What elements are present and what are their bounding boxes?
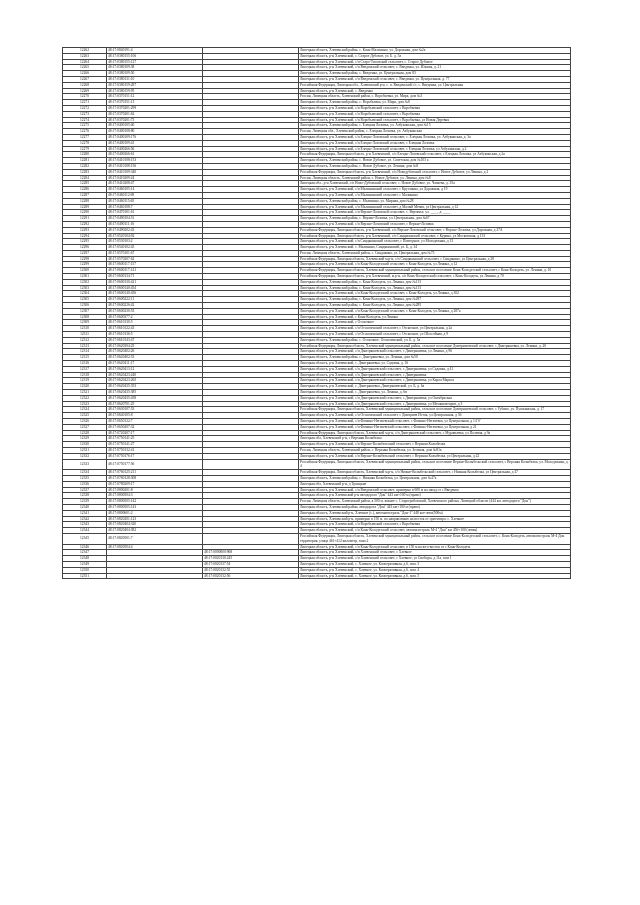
cadastral-number-land-cell: 48:17:0370201:62 bbox=[107, 111, 203, 117]
address-cell: Липецкая область, Хлевенский район, с. Конь-Колодезь, ул. Ленина, дом №113 bbox=[299, 279, 571, 285]
address-cell: Липецкая область, р-н Хлевенский, с/п Конь-Колодезский сельсовет, в 150 м на юго-восток от с Конь-Колодезь bbox=[299, 544, 571, 550]
address-cell: Липецкая область, р-н Хлевенский, с/п Хлевенский сельсовет, с Хлевное bbox=[299, 550, 571, 556]
cadastral-number-land-cell: 48:17:0490111:16 bbox=[107, 221, 203, 227]
cadastral-number-land-cell bbox=[107, 573, 203, 579]
row-number-cell: 12317 bbox=[63, 366, 107, 372]
row-number-cell: 12289 bbox=[63, 204, 107, 210]
cadastral-number-land-cell: 48:17:0380131:10 bbox=[107, 76, 203, 82]
cadastral-number-land-cell: 48:17:0460115:65 bbox=[107, 198, 203, 204]
row-number-cell: 12271 bbox=[63, 100, 107, 106]
address-cell: Липецкая область, р-н Хлевенский, с/п Конь-Колодезский сельсовет, автомагистраль М-4 "Дон" км 456+100 (левая) bbox=[299, 528, 571, 534]
address-cell: Липецкая область, р-н Хлевенский, с/п Верхне-Лозовской сельсовет, с. Вертячье, ул. ____, д. ____ bbox=[299, 210, 571, 216]
row-number-cell: 12299 bbox=[63, 262, 107, 268]
cadastral-number-land-cell: 48:17:0400105:40 bbox=[107, 123, 203, 129]
address-cell: Российская Федерация, Липецкая область, р-н Хлевенский, м.р-н, с/п Конь-Колодезский сельсовет, с Конь-Колодезь, ул Ленина, д 70 bbox=[299, 274, 571, 280]
row-number-cell: 12312 bbox=[63, 337, 107, 343]
address-cell: Липецкая область, Хлевенский район, автодорога "Дон" 443 км+100 м (право) bbox=[299, 504, 571, 510]
cadastral-number-land-cell: 48:17:0410209:24 bbox=[107, 175, 203, 181]
registry-table-body bbox=[63, 48, 571, 579]
cadastral-number-land-cell: 48:17:0800505:143 bbox=[107, 504, 203, 510]
row-number-cell: 12323 bbox=[63, 401, 107, 407]
cadastral-number-land-cell: 48:17:0380109:38 bbox=[107, 65, 203, 71]
address-cell: Липецкая область, р-н Хлевенский, с/п Конь-Колодезский сельсовет, с Конь-Колодезь, ул Ленина, д 302 bbox=[299, 291, 571, 297]
cadastral-number-land-cell: 48:17:0370201:299 bbox=[107, 105, 203, 111]
address-cell: Липецкая область, р-н Хлевенский, с/п Конь-Колодезский сельсовет, с Конь-Колодезь, ул Ленина, д 12 bbox=[299, 262, 571, 268]
row-number-cell: 12324 bbox=[63, 407, 107, 413]
address-cell: Липецкая область, Хлевенский район, с. Новое Дубовое, ул. Советская, дом №103 а bbox=[299, 158, 571, 164]
address-cell: Липецкая область, р-н Хлевенский, с Отскочное bbox=[299, 320, 571, 326]
row-number-cell: 12336 bbox=[63, 481, 107, 487]
cadastral-number-land-cell: 48:17:0400266:61 bbox=[107, 152, 203, 158]
row-number-cell: 12334 bbox=[63, 470, 107, 476]
row-number-cell: 12298 bbox=[63, 256, 107, 262]
row-number-cell: 12309 bbox=[63, 320, 107, 326]
address-cell: Россия, Липецкая область, Хлевенский район, с. Воробьевка, ул. Мира, дом №3 bbox=[299, 94, 571, 100]
row-number-cell: 12333 bbox=[63, 459, 107, 470]
cadastral-number-land-cell: 48:17:0750176:17 bbox=[107, 453, 203, 459]
row-number-cell: 12269 bbox=[63, 88, 107, 94]
table-row bbox=[63, 533, 571, 544]
address-cell: Липецкая область, р-н Хлевенский, с/п Отскоченский сельсовет, с Отскочное, ул Шоссейная, д 9 bbox=[299, 332, 571, 338]
row-number-cell: 12278 bbox=[63, 140, 107, 146]
cadastral-number-land-cell: 48:17:0410108:153 bbox=[107, 158, 203, 164]
cadastral-number-land-cell: 48:17:0400109:176 bbox=[107, 134, 203, 140]
cadastral-number-land-cell: 48:17:0750132:41 bbox=[107, 447, 203, 453]
address-cell: Липецкая обл, Хлевенский р-н, д Троицкие bbox=[299, 481, 571, 487]
cadastral-number-land-cell: 48:17:0800201:8 bbox=[107, 487, 203, 493]
address-cell: Липецкая область, р-н Хлевенский, с/п Введенский сельсовет, примерно в 600 м на запад от с Введенка bbox=[299, 487, 571, 493]
address-cell: Липецкая область, р-н Хлевенский, с/п Елецко-Лозовский сельсовет, с Елецкая Лозовка, ул Азбукинская, д 2 bbox=[299, 146, 571, 152]
cadastral-number-land-cell: 48:17:0650122:7 bbox=[107, 419, 203, 425]
row-number-cell: 12263 bbox=[63, 53, 107, 59]
cadastral-number-land-cell: 48:17:0750177:56 bbox=[107, 459, 203, 470]
row-number-cell: 12351 bbox=[63, 573, 107, 579]
cadastral-number-land-cell: 48:17:0410108:156 bbox=[107, 163, 203, 169]
cadastral-number-land-cell: 48:17:0380109:50 bbox=[107, 71, 203, 77]
row-number-cell: 12343 bbox=[63, 522, 107, 528]
cadastral-number-land-cell: 48:17:0800505:142 bbox=[107, 499, 203, 505]
cadastral-number-land-cell: 48:17:0820201:123 bbox=[107, 516, 203, 522]
address-cell: Российская Федерация, Липецкая область, Хлевенский муниципальный район, сельское поселение Дмитряшевский сельсовет, с Дмитряшевка, ул. Ленина, д. 20 bbox=[299, 343, 571, 349]
address-cell: Липецкая обл, Хлевенский р-н, с Верхняя Колыбелка bbox=[299, 436, 571, 442]
cadastral-number-land-cell: 48:17:0620435:458 bbox=[107, 395, 203, 401]
row-number-cell: 12273 bbox=[63, 111, 107, 117]
row-number-cell: 12262 bbox=[63, 48, 107, 54]
row-number-cell: 12272 bbox=[63, 105, 107, 111]
row-number-cell: 12265 bbox=[63, 65, 107, 71]
cadastral-number-land-cell: 48:17:0410109:340 bbox=[107, 169, 203, 175]
row-number-cell: 12340 bbox=[63, 504, 107, 510]
cadastral-number-land-cell: 48:17:0600226:42 bbox=[107, 303, 203, 309]
address-cell: Липецкая область, р-н Хлевенский, с/п Фомино-Негачевский сельсовет, с Фомино-Негачевка, ул Центральная, д 21 bbox=[299, 424, 571, 430]
row-number-cell: 12294 bbox=[63, 233, 107, 239]
cadastral-number-land-cell: 48:17:0620423:265 bbox=[107, 378, 203, 384]
cadastral-number-building-cell: 48:17:0020137:54 bbox=[203, 561, 299, 567]
row-number-cell: 12338 bbox=[63, 493, 107, 499]
address-cell: Россия, Липецкая область, Хлевенский район, с. Верхняя Колыбелка, ул. Зеленая, дом №81а bbox=[299, 447, 571, 453]
address-cell: Липецкая область, Хлевенский район, с. Введенка, ул. Центральная, дом 83 bbox=[299, 71, 571, 77]
row-number-cell: 12281 bbox=[63, 158, 107, 164]
address-cell: Российская Федерация, Липецкая область, Хлевенский муниципальный район, сельское поселение Дмитряшевский сельсовет, с Губино, ул. Пушкинская, д. 17 bbox=[299, 407, 571, 413]
row-number-cell: 12291 bbox=[63, 216, 107, 222]
row-number-cell: 12283 bbox=[63, 169, 107, 175]
row-number-cell: 12330 bbox=[63, 442, 107, 448]
address-cell: Российская Федерация, Липецкая область, р-н Хлевенский, с/п Елецко-Лозовский сельсовет, с Елецкая Лозовка, ул Азбукинская, д 2а bbox=[299, 152, 571, 158]
cadastral-number-land-cell: 48:17:0620304:25 bbox=[107, 343, 203, 349]
row-number-cell: 12341 bbox=[63, 510, 107, 516]
address-cell: Липецкая область, р-н Хлевенский, с/п Дмитряшевский сельсовет, с Дмитряшевка bbox=[299, 372, 571, 378]
cadastral-number-land-cell: 48:17:0600140:456 bbox=[107, 291, 203, 297]
row-number-cell: 12285 bbox=[63, 181, 107, 187]
row-number-cell: 12288 bbox=[63, 198, 107, 204]
address-cell: Российская Федерация, Липецкая область, р-н Хлевенский, с/п Верхне-Лозовский сельсовет, с Верхне-Лозовка, ул Дорожная, д 27А bbox=[299, 227, 571, 233]
cadastral-number-land-cell: 48:17:0640105:8 bbox=[107, 413, 203, 419]
address-cell: Липецкая область, р-н Хлевенский, с/п Введенский сельсовет, с. Введенка, ул. Центральная, д. 77 bbox=[299, 76, 571, 82]
address-cell: Липецкая область, р-н Хлевенский, с/п Верхне-Колыбельский сельсовет, с Верхняя Колыбелка bbox=[299, 442, 571, 448]
cadastral-number-land-cell: 48:17:0620423:240 bbox=[107, 372, 203, 378]
address-cell: Липецкая область, Хлевенский район, с. Нижняя Колыбелка, ул. Центральная, дом №47а bbox=[299, 475, 571, 481]
cadastral-number-building-cell bbox=[203, 533, 299, 544]
row-number-cell: 12267 bbox=[63, 76, 107, 82]
cadastral-number-land-cell: 48:17:0820501:7 bbox=[107, 533, 203, 544]
cadastral-number-land-cell: 48:17:0370151:12 bbox=[107, 94, 203, 100]
address-cell: Липецкая область, Хлевенский район, с. Елецкая Лозовка, ул. Азбукинская, дом №15 bbox=[299, 123, 571, 129]
row-number-cell: 12311 bbox=[63, 332, 107, 338]
registry-table bbox=[62, 47, 571, 579]
address-cell: Российская Федерация, Липецкая область, Хлевенский м.р-н, с/п Нижне-Колыбельский сельсовет, с Нижняя Колыбелка, ул Центральная, д 47 bbox=[299, 470, 571, 476]
cadastral-number-building-cell: 48:17:0020132:56 bbox=[203, 573, 299, 579]
row-number-cell: 12286 bbox=[63, 187, 107, 193]
row-number-cell: 12292 bbox=[63, 221, 107, 227]
cadastral-number-land-cell: 48:17:0400266:56 bbox=[107, 146, 203, 152]
address-cell: Российская Федерация, Липецкая область, Хлевенский муниципальный район, сельское поселение Конь-Колодезский сельсовет, с Конь-Колодезь, ул. Ленина, д. 10 bbox=[299, 268, 571, 274]
address-cell: Липецкая область, р-н Хлевенский, с/п Малининский сельсовет, с Малинино bbox=[299, 192, 571, 198]
row-number-cell: 12335 bbox=[63, 475, 107, 481]
cadastral-number-land-cell: 48:17:0600230:53 bbox=[107, 308, 203, 314]
address-cell: Липецкая область, р-н Хлевенский, с/п Воробьевский сельсовет, с Воробьевка bbox=[299, 105, 571, 111]
row-number-cell: 12325 bbox=[63, 413, 107, 419]
address-cell: Липецкая область, Хлевенский район, с. Дмитряшевка, ул. Ленина, дом №50 bbox=[299, 355, 571, 361]
address-cell: Россия, Липецкая область, Хлевенский район, с. Новое Дубовое, ул. Ленина, дом №8 bbox=[299, 175, 571, 181]
row-number-cell: 12313 bbox=[63, 343, 107, 349]
address-cell: Липецкая область, р-н Хлевенский, с/п Елецко-Лозовский сельсовет, с Елецкая Лозовка bbox=[299, 140, 571, 146]
row-number-cell: 12280 bbox=[63, 152, 107, 158]
row-number-cell: 12295 bbox=[63, 239, 107, 245]
address-cell: Липецкая область, р-н Хлевенский, с. Введенка bbox=[299, 88, 571, 94]
cadastral-number-land-cell: 48:17:0760125:211 bbox=[107, 470, 203, 476]
address-cell: Липецкая область, Хлевенский р-н, Хлевное (с.), автомагистраль "Дон-1" 448 км+лево(500м) bbox=[299, 510, 571, 516]
cadastral-number-land-cell: 48:17:0460105:14 bbox=[107, 187, 203, 193]
address-cell: Липецкая область, Хлевенский район, с. Конь-Колодезь, ул. Ленина, дом №285 bbox=[299, 303, 571, 309]
address-cell: Липецкая область, р-н Хлевенский, с/п Дмитряшевский сельсовет, с Дмитряшевка, ул Карла Маркса bbox=[299, 378, 571, 384]
address-cell: Липецкая область, р-н Хлевенский, с. Хлевное, ул. Кооперативная, д.6, пом. 3 bbox=[299, 561, 571, 567]
address-cell: Липецкая область, р-н Хлевенский, с/п Верхне-Лозовский сельсовет, с Верхне-Лозовка bbox=[299, 221, 571, 227]
address-cell: Липецкая область, р-н Хлевенский, с/п Малининский сельсовет, с Круглянка, ул Дорожная, д 19 bbox=[299, 187, 571, 193]
cadastral-number-land-cell: 48:17:0470101:61 bbox=[107, 210, 203, 216]
row-number-cell: 12264 bbox=[63, 59, 107, 65]
address-cell: Липецкая область, р-н Хлевенский, с. Хлевное, ул. Кооперативная, д.6, пом. 5 bbox=[299, 573, 571, 579]
row-number-cell: 12321 bbox=[63, 390, 107, 396]
address-cell: Липецкая область, р-н Хлевенский, с/п Верхне-Колыбельский сельсовет, с Верхняя Колыбелка, ул Центральная, д 22 bbox=[299, 453, 571, 459]
cadastral-number-land-cell: 48:17:0460112:69 bbox=[107, 192, 203, 198]
row-number-cell: 12293 bbox=[63, 227, 107, 233]
cadastral-number-building-cell: 48:17:0000000:968 bbox=[203, 550, 299, 556]
address-cell: Российская Федерация, Липецкая обл., Хлевенский р-н, с. п. Введенский с/с, с. Введенка, ул. Центральная bbox=[299, 82, 571, 88]
cadastral-number-land-cell: 48:17:0760128:308 bbox=[107, 475, 203, 481]
cadastral-number-land-cell: 48:17:0620701:25 bbox=[107, 401, 203, 407]
row-number-cell: 12275 bbox=[63, 123, 107, 129]
cadastral-number-land-cell: 48:17:0610130:5 bbox=[107, 320, 203, 326]
cadastral-number-land-cell: 48:17:0780209:17 bbox=[107, 481, 203, 487]
row-number-cell: 12345 bbox=[63, 533, 107, 544]
address-cell: Российская Федерация, Липецкая область, р-н Хлевенский, с/п Новодубовский сельсовет, с Новое Дубовое, ул Ленина, д 2 bbox=[299, 169, 571, 175]
cadastral-number-land-cell: 48:17:0380155:106 bbox=[107, 53, 203, 59]
row-number-cell: 12302 bbox=[63, 279, 107, 285]
cadastral-number-land-cell: 48:17:0490202:43 bbox=[107, 227, 203, 233]
row-number-cell: 12328 bbox=[63, 430, 107, 436]
row-number-cell: 12301 bbox=[63, 274, 107, 280]
address-cell: Липецкая область, Хлевенский район, с. Новое Дубовое, ул. Ленина, дом №8 bbox=[299, 163, 571, 169]
address-cell: Россия, Липецкая обл., Хлевенский район, с. Елецкая Лозовка, ул. Азбукинская bbox=[299, 129, 571, 135]
cadastral-number-land-cell: 48:17:0460108:7 bbox=[107, 204, 203, 210]
cadastral-number-land-cell: 48:17:0370151:13 bbox=[107, 100, 203, 106]
cadastral-number-land-cell: 48:17:0540102:45 bbox=[107, 245, 203, 251]
row-number-cell: 12348 bbox=[63, 556, 107, 562]
row-number-cell: 12344 bbox=[63, 528, 107, 534]
row-number-cell: 12304 bbox=[63, 291, 107, 297]
cadastral-number-land-cell: 48:17:0380155:127 bbox=[107, 59, 203, 65]
cadastral-number-land-cell: 48:17:0600117:141 bbox=[107, 268, 203, 274]
cadastral-number-land-cell: 48:17:0820404:320 bbox=[107, 522, 203, 528]
address-cell: Липецкая область, Хлевенский район, с. Малинино, ул. Мирная, дом №28 bbox=[299, 198, 571, 204]
row-number-cell: 12297 bbox=[63, 250, 107, 256]
address-cell: Липецкая область, р-н Хлевенский, с. Дмитряшевка, ул. Садовая, д. 16 bbox=[299, 361, 571, 367]
address-cell: Липецкая область, Хлевенский р-н, примерно в 150 м. по направлению на восток от ориентира: с. Хлевное bbox=[299, 516, 571, 522]
cadastral-number-land-cell: 48:17:0410208:47 bbox=[107, 181, 203, 187]
row-number-cell: 12266 bbox=[63, 71, 107, 77]
address-cell: Липецкая область, р-н Хлевенский, с/п Дмитряшевский сельсовет, с Дмитряшевка, ул Садовая, д 41 bbox=[299, 366, 571, 372]
cadastral-number-building-cell bbox=[203, 459, 299, 470]
address-cell: Липецкая область, Хлевенский район, с. Конь-Малинино, ул. Дорожная, дом №2а bbox=[299, 48, 571, 54]
cadastral-number-building-cell: 48:17:0020132:55 bbox=[203, 567, 299, 573]
address-cell: Липецкая область, р-н Хлевенский, с/п Фомино-Негачевский сельсовет, с Фомино-Негачевка, ул Центральная, д 14 'б' bbox=[299, 419, 571, 425]
cadastral-number-land-cell: 48:17:0620411:17 bbox=[107, 361, 203, 367]
row-number-cell: 12303 bbox=[63, 285, 107, 291]
row-number-cell: 12316 bbox=[63, 361, 107, 367]
address-cell: Липецкая область, р-н Хлевенский, с/п Елецко-Лозовский сельсовет, с. Елецкая Лозовка, ул. Азбукинская, д. 3а bbox=[299, 134, 571, 140]
cadastral-number-land-cell: 48:17:0490104:51 bbox=[107, 216, 203, 222]
address-cell: Липецкая область, р-н Хлевенский р-н автодорога "Дон" 443 км+100 м (право) bbox=[299, 493, 571, 499]
row-number-cell: 12287 bbox=[63, 192, 107, 198]
address-cell: Липецкая область, р-н Хлевенский, с Конь-Колодезь, ул Ленина bbox=[299, 314, 571, 320]
row-number-cell: 12308 bbox=[63, 314, 107, 320]
address-cell: Российская Федерация, Липецкая область, Хлевенский м.р-н, с/п Синдякинский сельсовет, с Синдякино, ул Центральная, д 28 bbox=[299, 256, 571, 262]
row-number-cell: 12268 bbox=[63, 82, 107, 88]
row-number-cell: 12327 bbox=[63, 424, 107, 430]
row-number-cell: 12332 bbox=[63, 453, 107, 459]
cadastral-number-land-cell: 48:17:0600377:2 bbox=[107, 314, 203, 320]
row-number-cell: 12306 bbox=[63, 303, 107, 309]
cadastral-number-land-cell: 48:17:0370201:75 bbox=[107, 117, 203, 123]
address-cell: Липецкая область, р-н Хлевенский, с. Дмитряшевка, Дмитряшевский, ул. Б, д. 6а bbox=[299, 384, 571, 390]
row-number-cell: 12342 bbox=[63, 516, 107, 522]
cadastral-number-land-cell: 48:17:0650207:32 bbox=[107, 424, 203, 430]
row-number-cell: 12307 bbox=[63, 308, 107, 314]
row-number-cell: 12347 bbox=[63, 550, 107, 556]
address-cell: Россия, Липецкая область, Хлевенский район, в 500 м. южнее с. Старогрибовский, Хлевенского района, Липецкой области (444 км. автодороги "Дон") bbox=[299, 499, 571, 505]
address-cell: Липецкая область, р-н Хлевенский, с/п Дмитряшевский сельсовет, с Дмитряшевка, ул Октябрьская bbox=[299, 395, 571, 401]
address-cell: Липецкая область, р-н Хлевенский, с/п Старо-Тисовский сельсовет, с. Старое Дубовое bbox=[299, 59, 571, 65]
address-cell: Липецкая область, р-н Хлевенский, с/п Отскоченский сельсовет, с Дмитриев Исток, ул Центральная, д 36 bbox=[299, 413, 571, 419]
address-cell: Липецкая область, р-н Хлевенский, с/п Воробьевский сельсовет, с Воробьевка bbox=[299, 111, 571, 117]
row-number-cell: 12339 bbox=[63, 499, 107, 505]
cadastral-number-land-cell: 48:17:0600134:71 bbox=[107, 274, 203, 280]
row-number-cell: 12314 bbox=[63, 349, 107, 355]
row-number-cell: 12274 bbox=[63, 117, 107, 123]
cadastral-number-land-cell: 48:17:0820404:382 bbox=[107, 528, 203, 534]
cadastral-number-land-cell: 48:17:0720207:17 bbox=[107, 430, 203, 436]
cadastral-number-land-cell: 48:17:0520104:92 bbox=[107, 233, 203, 239]
cadastral-number-land-cell: 48:17:0600130:421 bbox=[107, 279, 203, 285]
address-cell: Российская Федерация, Липецкая область, Хлевенский м.р-н, с/п Дмитряшевский сельсовет, с Муравьевка, ул Полевая, д 9а bbox=[299, 430, 571, 436]
row-number-cell: 12331 bbox=[63, 447, 107, 453]
address-cell: Липецкая область, Хлевенский район, с. Конь-Колодезь, ул. Ленина, дом №287 bbox=[299, 297, 571, 303]
row-number-cell: 12315 bbox=[63, 355, 107, 361]
address-cell: Российская Федерация, Липецкая область, р-н Хлевенский, с/п Синдякинский сельсовет, с Курино, ул Московская, д 131 bbox=[299, 233, 571, 239]
cadastral-number-land-cell: 48:17:0570207:62 bbox=[107, 256, 203, 262]
address-cell: Липецкая область, р-н Хлевенский, с/п Воробьевский сельсовет, с Воробьевка bbox=[299, 522, 571, 528]
cadastral-number-land-cell: 48:17:0750141:25 bbox=[107, 436, 203, 442]
cadastral-number-land-cell: 48:17:0400109:41 bbox=[107, 140, 203, 146]
cadastral-number-land-cell: 48:17:0380159:95 bbox=[107, 88, 203, 94]
address-cell: Российская Федерация, Липецкая область, Хлевенский муниципальный район, сельское поселение Конь-Колодезский сельсовет, с. Конь-Колодезь, автомагистраль М-4 Дон территория, улица 461+412 километр, зона 2 bbox=[299, 533, 571, 544]
cadastral-number-land-cell: 48:17:0620435:385 bbox=[107, 390, 203, 396]
address-cell: Липецкая область, р-н Хлевенский, с/п Отскоченский сельсовет, с Отскочное, ул Центральная, д 2а bbox=[299, 326, 571, 332]
row-number-cell: 12284 bbox=[63, 175, 107, 181]
address-cell: Липецкая область, Хлевенский район, с. Воробьевка, ул. Мира, дом №8 bbox=[299, 100, 571, 106]
cadastral-number-land-cell: 48:17:0820504:4 bbox=[107, 544, 203, 550]
cadastral-number-land-cell: 48:17:0750141:27 bbox=[107, 442, 203, 448]
cadastral-number-land-cell: 48:17:0620402:53 bbox=[107, 355, 203, 361]
address-cell: Липецкая область, Хлевенский район, с. Верхне-Лозовка, ул. Центральная, дом №67 bbox=[299, 216, 571, 222]
row-number-cell: 12270 bbox=[63, 94, 107, 100]
address-cell: Россия, Липецкая область, Хлевенский район, с. Синдякино, ул. Центральная, дом №73 bbox=[299, 250, 571, 256]
address-cell: Липецкая область, Хлевенский район, с. Отскочное, Отскоченский, ул. Б, д. 5а bbox=[299, 337, 571, 343]
table-row bbox=[63, 573, 571, 579]
row-number-cell: 12326 bbox=[63, 419, 107, 425]
row-number-cell: 12319 bbox=[63, 378, 107, 384]
document-page bbox=[62, 47, 570, 579]
address-cell: Липецкая область, р-н Хлевенский, с/п Воробьевский сельсовет, с Воробьевка, ул Новая Деревня bbox=[299, 117, 571, 123]
address-cell: Липецкая область, р-н Хлевенский, с. Хлевное, ул. Кооперативная, д.6, пом. 4 bbox=[299, 567, 571, 573]
cadastral-number-land-cell: 48:17:0610143:47 bbox=[107, 337, 203, 343]
row-number-cell: 12329 bbox=[63, 436, 107, 442]
address-cell: Липецкая область, р-н Хлевенский, с. Старое Дубовое, ул. Б. д. 5а bbox=[299, 53, 571, 59]
cadastral-number-land-cell: 48:17:0610136:5 bbox=[107, 332, 203, 338]
address-cell: Липецкая область, р-н Хлевенский, с/п Малининский сельсовет, д Малый Мечик, ул Центральная, д 12 bbox=[299, 204, 571, 210]
cadastral-number-land-cell: 48:17:0600117:157 bbox=[107, 262, 203, 268]
address-cell: Российская Федерация, Липецкая область, Хлевенский муниципальный район, сельское поселение Верхне-Колыбельский сельсовет, с Верхняя Колыбелка, ул. Молодежная, д. 4 bbox=[299, 459, 571, 470]
row-number-cell: 12277 bbox=[63, 134, 107, 140]
row-number-cell: 12346 bbox=[63, 544, 107, 550]
row-number-cell: 12322 bbox=[63, 395, 107, 401]
cadastral-number-land-cell: 48:17:0380159:287 bbox=[107, 82, 203, 88]
cadastral-number-land-cell: 48:17:0800601:2 bbox=[107, 510, 203, 516]
cadastral-number-land-cell: 48:17:0400108:80 bbox=[107, 129, 203, 135]
row-number-cell: 12349 bbox=[63, 561, 107, 567]
address-cell: Липецкая область, р-н Хлевенский, с. Дмитряшевка, ул. Ленина, д. 6в bbox=[299, 390, 571, 396]
row-number-cell: 12290 bbox=[63, 210, 107, 216]
cadastral-number-building-cell: 48:17:0020130:245 bbox=[203, 556, 299, 562]
cadastral-number-land-cell: 48:17:0610122:43 bbox=[107, 326, 203, 332]
row-number-cell: 12276 bbox=[63, 129, 107, 135]
table-row bbox=[63, 459, 571, 470]
address-cell: Липецкая область, Хлевенский район, с. Конь-Колодезь, ул. Ленина, дом №113 bbox=[299, 285, 571, 291]
address-cell: Липецкая область, р-н Хлевенский, с/п Хлевенский сельсовет, с Хлевное, ул Свободы, д 11а, пом 1 bbox=[299, 556, 571, 562]
address-cell: Липецкая область, р-н Хлевенский, с/п Введенский сельсовет, с. Введенка, ул. Южная, д. 21 bbox=[299, 65, 571, 71]
row-number-cell: 12279 bbox=[63, 146, 107, 152]
cadastral-number-land-cell: 48:17:0620413:12 bbox=[107, 366, 203, 372]
row-number-cell: 12305 bbox=[63, 297, 107, 303]
cadastral-number-land-cell: 48:17:0630107:53 bbox=[107, 407, 203, 413]
address-cell: Липецкая область, р-н Хлевенский, с/п Синдякинский сельсовет, с Повторное, ул Молодежная, д 13 bbox=[299, 239, 571, 245]
row-number-cell: 12300 bbox=[63, 268, 107, 274]
cadastral-number-land-cell: 48:17:0530103:2 bbox=[107, 239, 203, 245]
address-cell: Липецкая область, р-н Хлевенский, с. Малинино, Синдякинский, ул. Б, д. 34 bbox=[299, 245, 571, 251]
cadastral-number-land-cell: 48:17:0620435:353 bbox=[107, 384, 203, 390]
row-number-cell: 12337 bbox=[63, 487, 107, 493]
address-cell: Липецкая область, р-н Хлевенский, с/п Конь-Колодезский сельсовет, с Конь-Колодезь, ул Ленина, д 287а bbox=[299, 308, 571, 314]
address-cell: Липецкая область, р-н Хлевенский, с/п Дмитряшевский сельсовет, с Дмитряшевка, ул Ленина, д 96 bbox=[299, 349, 571, 355]
cadastral-number-land-cell: 48:17:0600222:11 bbox=[107, 297, 203, 303]
row-number-cell: 12310 bbox=[63, 326, 107, 332]
cadastral-number-land-cell: 48:17:0600140:454 bbox=[107, 285, 203, 291]
address-cell: Липецкая обл., р-н Хлевенский, с/п Ново-Дубовский сельсовет, с. Новое Дубовое, ул. Чапаева, д. 35а bbox=[299, 181, 571, 187]
row-number-cell: 12318 bbox=[63, 372, 107, 378]
row-number-cell: 12350 bbox=[63, 567, 107, 573]
cadastral-number-land-cell: 48:17:0840191:4 bbox=[107, 48, 203, 54]
cadastral-number-land-cell: 48:17:0800504:3 bbox=[107, 493, 203, 499]
cadastral-number-land-cell: 48:17:0570101:67 bbox=[107, 250, 203, 256]
cadastral-number-land-cell: 48:17:0620402:26 bbox=[107, 349, 203, 355]
row-number-cell: 12320 bbox=[63, 384, 107, 390]
row-number-cell: 12282 bbox=[63, 163, 107, 169]
address-cell: Липецкая область, р-н Хлевенский, с/п Дмитряшевский сельсовет, с Дмитряшевка, ул Механизаторов, д 3 bbox=[299, 401, 571, 407]
row-number-cell: 12296 bbox=[63, 245, 107, 251]
